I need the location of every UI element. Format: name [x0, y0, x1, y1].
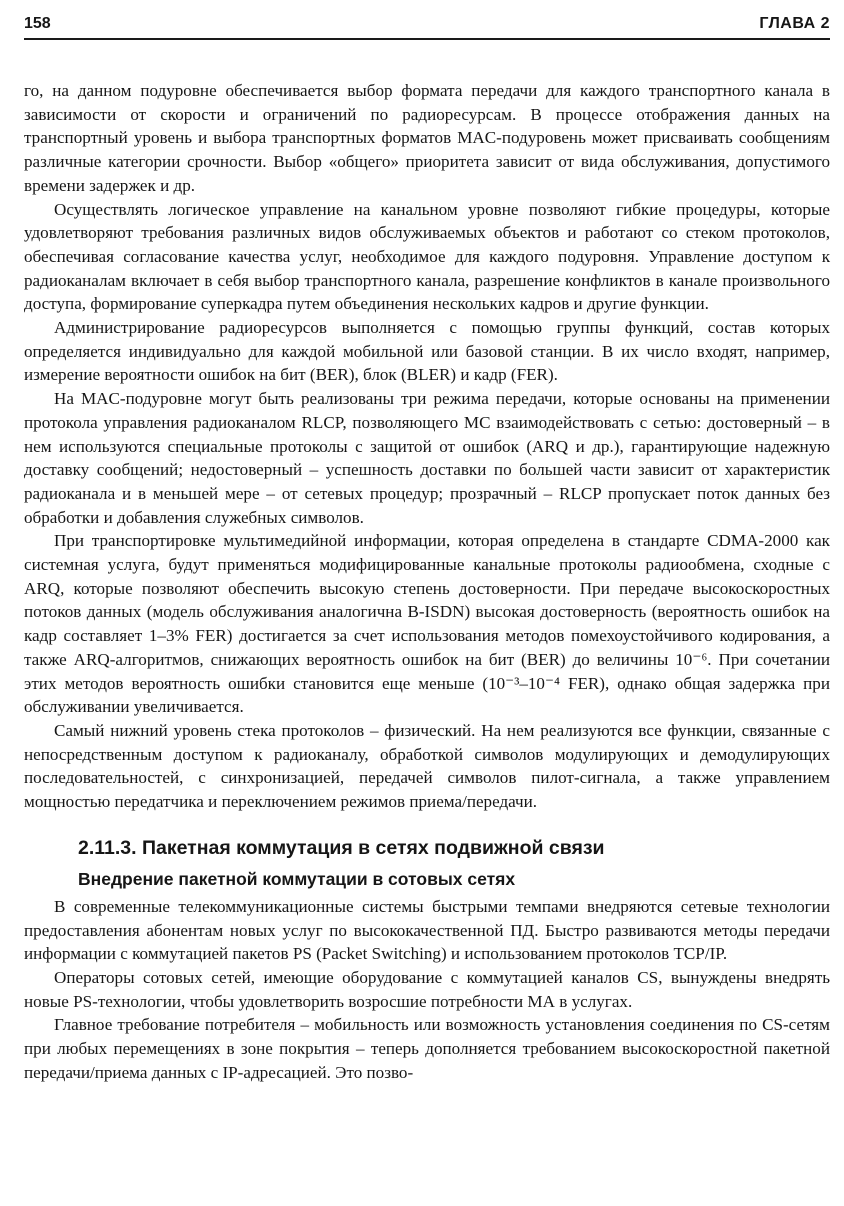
paragraph: Осуществлять логическое управление на канальном уровне позволяют гибкие процедуры, которые удовлетворяют требования различных видов обслуживаемых объектов и работают со стеком протоколов, обеспечивая согласование качества услуг, необходимое для каждого подуровня. Управление доступом к радиоканалам включает в себя выбор транспортного канала, разрешение конфликтов в канале произвольного доступа, формирование суперкадра путем объединения нескольких кадров и другие функции. [24, 199, 830, 314]
page-number: 158 [24, 15, 51, 32]
paragraph: Операторы сотовых сетей, имеющие оборудование с коммутацией каналов CS, вынуждены внедрять новые PS-технологии, чтобы удовлетворить возросшие потребности МА в услугах. [24, 967, 830, 1011]
chapter-title: ГЛАВА 2 [759, 15, 830, 32]
paragraph: го, на данном подуровне обеспечивается выбор формата передачи для каждого транспортного канала в зависимости от скорости и ограничений по радиоресурсам. В процессе отображения данных на транспортный уровень и выбора транспортных форматов MAC-подуровень может присваивать сообщениям различные категории срочности. Выбор «общего» приоритета зависит от вида обслуживания, допустимого времени задержек и др. [24, 81, 830, 195]
paragraph: Самый нижний уровень стека протоколов – физический. На нем реализуются все функции, связанные с непосредственным доступом к радиоканалу, обработкой символов модулирующих и демодулирующих последовательностей, с синхронизацией, передачей символов пилот-сигнала, а также управлением мощностью передатчика и переключением режимов приема/передачи. [24, 720, 830, 812]
running-header [24, 10, 830, 40]
subsection-heading: Внедрение пакетной коммутации в сотовых сетях [78, 868, 516, 889]
paragraph: При транспортировке мультимедийной информации, которая определена в стандарте CDMA-2000 как системная услуга, будут применяться модифицированные канальные протоколы радиообмена, сходные с ARQ, которые позволяют обеспечить высокую степень достоверности. При передаче высокоскоростных потоков данных (модель обслуживания аналогична B-ISDN) высокая достоверность (вероятность ошибок на кадр составляет 1–3% FER) достигается за счет использования методов помехоустойчивого кодирования, а также ARQ-алгоритмов, снижающих вероятность ошибок на бит (BER) до величины 10⁻⁶. При сочетании этих методов вероятность ошибки становится еще меньше (10⁻³–10⁻⁴ FER), однако общая задержка при обслуживании увеличивается. [24, 531, 830, 717]
book-page [24, 10, 830, 1196]
section-heading: 2.11.3. Пакетная коммутация в сетях подвижной связи [78, 836, 605, 859]
paragraph: На MAC-подуровне могут быть реализованы три режима передачи, которые основаны на применении протокола управления радиоканалом RLCP, позволяющего МС взаимодействовать с сетью: достоверный – в нем используются специальные протоколы с защитой от ошибок (ARQ и др.), гарантирующие надежную доставку сообщений; недостоверный – успешность доставки по большей части зависит от характеристик радиоканала и в меньшей мере – от сетевых процедур; прозрачный – RLCP пропускает поток данных без обработки и добавления служебных символов. [24, 389, 830, 527]
paragraph: Главное требование потребителя – мобильность или возможность установления соединения по CS-сетям при любых перемещениях в зоне покрытия – теперь дополняется требованием высокоскоростной пакетной передачи/приема данных с IP-адресацией. Это позво- [24, 1015, 830, 1082]
paragraph: В современные телекоммуникационные системы быстрыми темпами внедряются сетевые технологии предоставления абонентам новых услуг по высококачественной ПД. Быстро развиваются методы передачи информации с коммутацией пакетов PS (Packet Switching) и использованием протоколов TCP/IP. [24, 896, 830, 964]
paragraph: Администрирование радиоресурсов выполняется с помощью группы функций, состав которых определяется индивидуально для каждой мобильной или базовой станции. В их число входят, например, измерение вероятности ошибок на бит (BER), блок (BLER) и кадр (FER). [24, 318, 830, 385]
body-text [24, 79, 830, 1084]
